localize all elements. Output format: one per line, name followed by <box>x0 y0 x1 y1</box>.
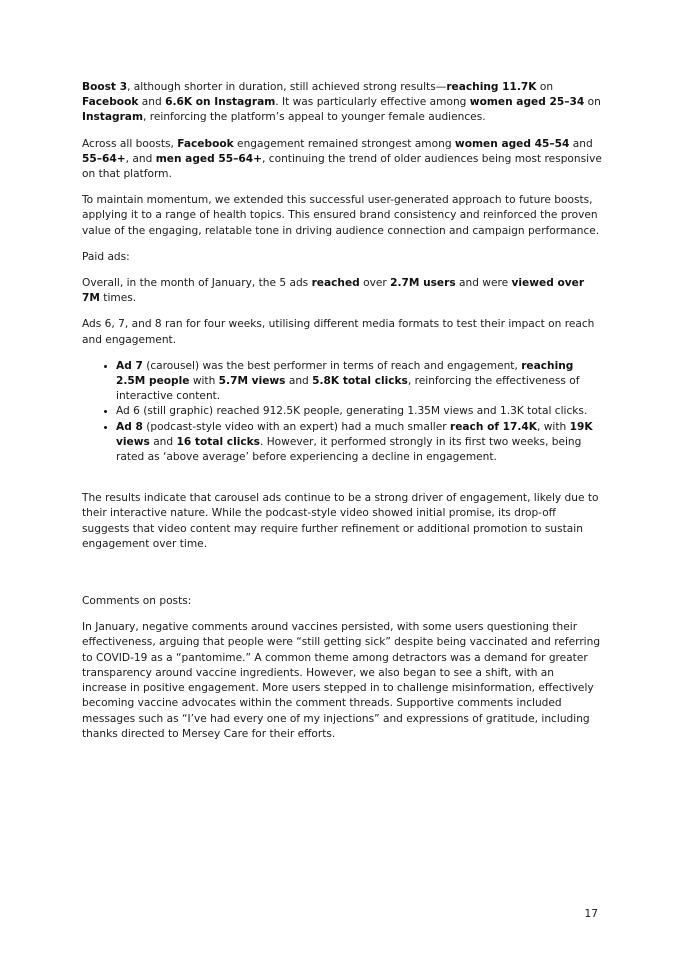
heading-comments-on-posts: Comments on posts: <box>82 595 192 608</box>
document-body <box>82 80 602 753</box>
list-item-ad-7: • Ad 7 (carousel) was the best performer in terms of reach and engagement, reaching 2.5M people with 5.7M views and 5.8K total clicks, reinforcing the effectiveness of interactive content. <box>116 359 602 405</box>
heading-paid-ads: Paid ads: <box>82 250 130 263</box>
paragraph-ads-6-7-8: Ads 6, 7, and 8 ran for four weeks, utilising different media formats to test their impact on reach and engagement. <box>82 318 595 346</box>
spacer <box>82 563 602 594</box>
paragraph-all-boosts: Across all boosts, Facebook engagement remained strongest among women aged 45–54 and 55–64+, and men aged 55–64+, continuing the trend of older audiences being most responsive on that platform. <box>82 137 602 181</box>
ads-results-list <box>82 359 602 465</box>
paragraph-results: The results indicate that carousel ads continue to be a strong driver of engagement, likely due to their interactive nature. While the podcast-style video showed initial promise, its drop-off suggests that video content may require further refinement or additional promotion to sustain engagement over time. <box>82 492 599 550</box>
page-number: 17 <box>584 908 598 920</box>
spacer <box>82 476 602 491</box>
paragraph-overall-january: Overall, in the month of January, the 5 ads reached over 2.7M users and were viewed over 7M times. <box>82 277 585 305</box>
list-item-ad-8: • Ad 8 (podcast-style video with an expert) had a much smaller reach of 17.4K, with 19K views and 16 total clicks. However, it performed strongly in its first two weeks, being rated as ‘above average’ before experiencing a decline in engagement. <box>116 420 602 466</box>
list-item-ad-6: • Ad 6 (still graphic) reached 912.5K people, generating 1.35M views and 1.3K total clicks. <box>116 404 602 419</box>
paragraph-momentum: To maintain momentum, we extended this successful user-generated approach to future boosts, applying it to a range of health topics. This ensured brand consistency and reinforced the proven value of the engaging, relatable tone in driving audience connection and campaign performance. <box>82 194 600 237</box>
paragraph-boost-3: Boost 3, although shorter in duration, still achieved strong results—reaching 11.7K on Facebook and 6.6K on Instagram. It was particularly effective among women aged 25–34 on Instagram, reinforcing the platform’s appeal to younger female audiences. <box>82 81 601 124</box>
paragraph-comments: In January, negative comments around vaccines persisted, with some users questioning their effectiveness, arguing that people were “still getting sick” despite being vaccinated and referring to COVID-19 as a “pantomime.” A common theme among detractors was a demand for greater transparency around vaccine ingredients. However, we also began to see a shift, with an increase in positive engagement. More users stepped in to challenge misinformation, effectively becoming vaccine advocates within the comment threads. Supportive comments included messages such as “I’ve had every one of my injections” and expressions of gratitude, including thanks directed to Mersey Care for their efforts. <box>82 621 601 740</box>
